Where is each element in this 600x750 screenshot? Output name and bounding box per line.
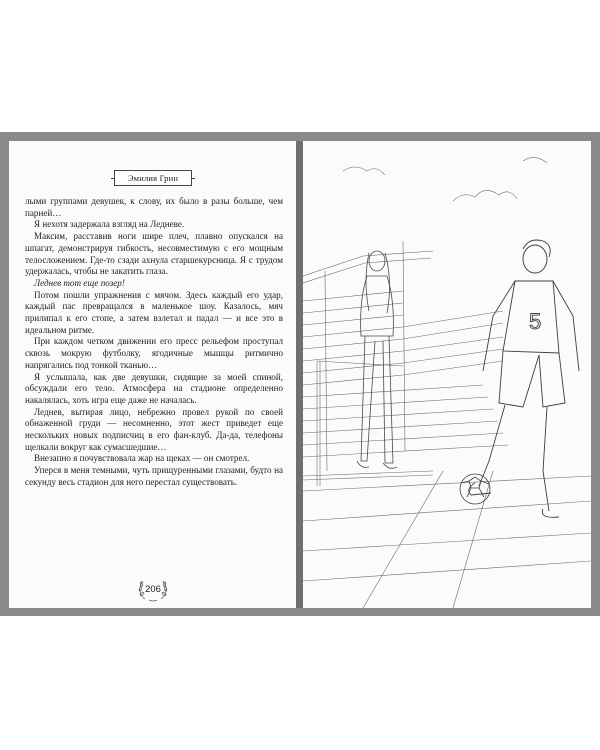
book-gutter bbox=[296, 141, 303, 608]
right-page bbox=[303, 141, 591, 608]
body-text bbox=[25, 196, 283, 489]
book-spread bbox=[0, 132, 600, 616]
jersey-number: 5 bbox=[529, 309, 542, 334]
page-number-ornament bbox=[131, 577, 175, 603]
paragraph: Потом пошли упражнения с мячом. Здесь каждый его удар, каждый пас превращался в маленькое шоу. Казалось, мяч прилипал к его стопе, а затем взлетал и падал — и все это в идеальном ритме. bbox=[25, 289, 283, 335]
paragraph: Леднев, вытирая лицо, небрежно провел рукой по своей обнаженной груди — несомненно, этот жест приведет еще нескольких новых подписчиц в его фан-клуб. Да-да, телефоны щелкали вокруг как сумасшедшие… bbox=[25, 406, 283, 452]
left-page bbox=[9, 141, 296, 608]
paragraph: лыми группами девушек, к слову, их было в разы больше, чем парней… bbox=[25, 196, 283, 218]
paragraph: Уперся в меня темными, чуть прищуренными глазами, будто на секунду весь стадион для него перестал существовать. bbox=[25, 465, 283, 487]
paragraph: Максим, расставив ноги шире плеч, плавно опускался на шпагат, демонстрируя гибкость, несовместимую с его мощным телосложением. Где-то сзади ахнула старшекурсница. Я с трудом удержалась, чтобы не закатить глаза. bbox=[25, 231, 283, 277]
paragraph: Внезапно я почувствовала жар на щеках — он смотрел. bbox=[34, 453, 250, 464]
stadium-illustration bbox=[303, 141, 591, 608]
author-name: Эмилия Грин bbox=[127, 173, 179, 183]
running-header bbox=[114, 170, 192, 186]
paragraph: При каждом четком движении его пресс рельефом проступал сквозь мокрую футболку, ягодичные мышцы ритмично напрягались под тонкой тканью… bbox=[25, 336, 283, 370]
paragraph: Я нехотя задержала взгляд на Ледневе. bbox=[34, 219, 185, 230]
paragraph: Леднев тот еще позер! bbox=[34, 277, 125, 288]
paragraph: Я услышала, как две девушки, сидящие за моей спиной, обсуждали его тело. Атмосфера на стадионе определенно накалялась, хоть игра еще даже не началась. bbox=[25, 371, 283, 405]
page-number: 206 bbox=[145, 584, 161, 595]
